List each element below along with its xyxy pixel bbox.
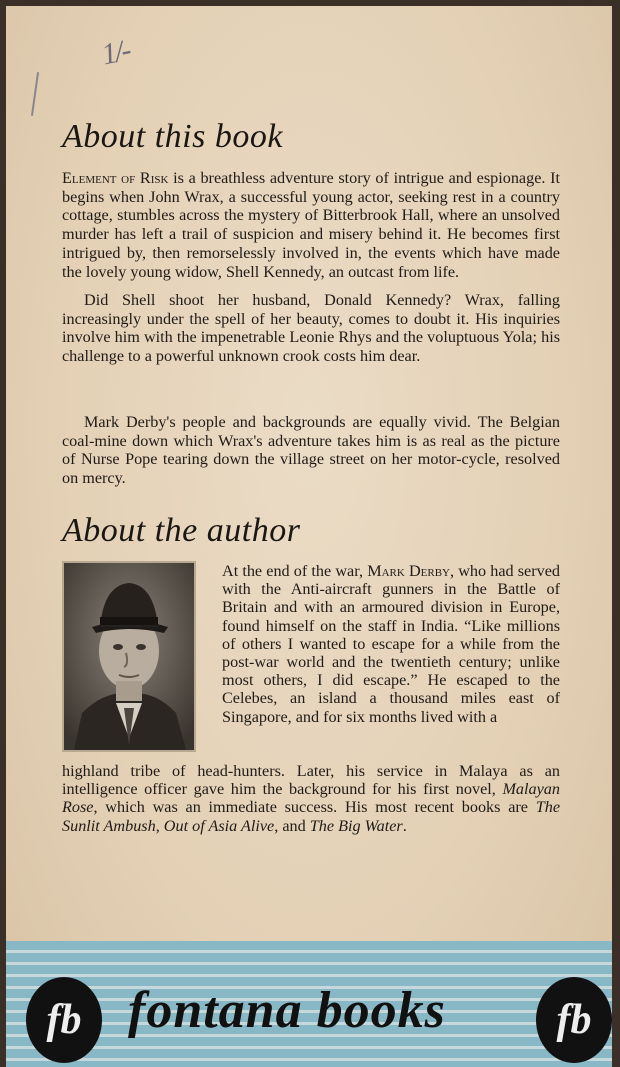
publisher-name: fontana books: [128, 982, 446, 1039]
book-title-big-water: The Big Water: [309, 816, 403, 835]
author-portrait-icon: [64, 563, 194, 750]
handwritten-price: 1/-: [98, 33, 133, 72]
fontana-logo-icon: fb: [536, 977, 612, 1063]
author-bio-intro: At the end of the war,: [222, 562, 368, 580]
synopsis-paragraph-2: Did Shell shoot her husband, Donald Kennedy? Wrax, falling increasingly under the spell of her beauty, comes to doubt it. His inquiries involve him with the impenetrable Leonie Rhys and the voluptuous Yola; his challenge to a powerful unknown crook costs him dear.: [62, 291, 560, 366]
about-book-heading: About this book: [62, 118, 283, 155]
synopsis-paragraph-3: Mark Derby's people and backgrounds are equally vivid. The Belgian coal-mine down which Wrax's adventure takes him is as real as the picture of Nurse Pope tearing down the village street on her motor-cycle, resolved on mercy.: [62, 413, 560, 488]
period: .: [402, 816, 407, 835]
author-photo: [62, 561, 196, 752]
fontana-logo-icon: fb: [26, 977, 102, 1063]
pencil-mark: [31, 72, 39, 116]
author-name: Mark Derby: [367, 562, 450, 580]
conjunction: , and: [274, 816, 310, 835]
book-back-cover: [6, 6, 612, 1067]
book-title-caps: Element of Risk: [62, 169, 169, 187]
author-bio-text-a: , who had served with the Anti-aircraft gunners in the Battle of Britain and with an armoured division in Europe, found himself on the staff in India. “Like millions of others I wanted to escape for a while from the post-war world and the twentieth century; unlike most others, I did escape.” He escaped to the Celebes, an island a thousand miles east of Singapore, and for six months lived with a: [222, 562, 561, 726]
author-bio-text-c: , which was an immediate success. His most recent books are: [93, 798, 536, 817]
book-title-malayan-rose: Malayan Rose: [62, 780, 560, 817]
author-bio-top: [222, 562, 560, 726]
book-title-sunlit-ambush: The Sunlit Ambush: [62, 798, 560, 835]
publisher-banner: [6, 941, 612, 1067]
author-bio-text-b: highland tribe of head-hunters. Later, his service in Malaya as an intelligence officer gave him the background for his first novel,: [62, 762, 560, 799]
author-bio-bottom: [62, 762, 560, 835]
book-title-out-of-asia-alive: Out of Asia Alive: [163, 816, 275, 835]
synopsis-paragraph-1: [62, 169, 560, 281]
synopsis-text-1: is a breathless adventure story of intrigue and espionage. It begins when John Wrax, a successful young actor, seeking rest in a country cottage, stumbles across the mystery of Bitterbrook Hall, where an unsolved murder has left a trail of suspicion and misery behind it. He becomes first intrigued by, then remorselessly involved in, the events which have made the lovely young widow, Shell Kennedy, an outcast from life.: [62, 169, 560, 281]
about-author-heading: About the author: [62, 512, 301, 549]
separator: ,: [155, 816, 164, 835]
